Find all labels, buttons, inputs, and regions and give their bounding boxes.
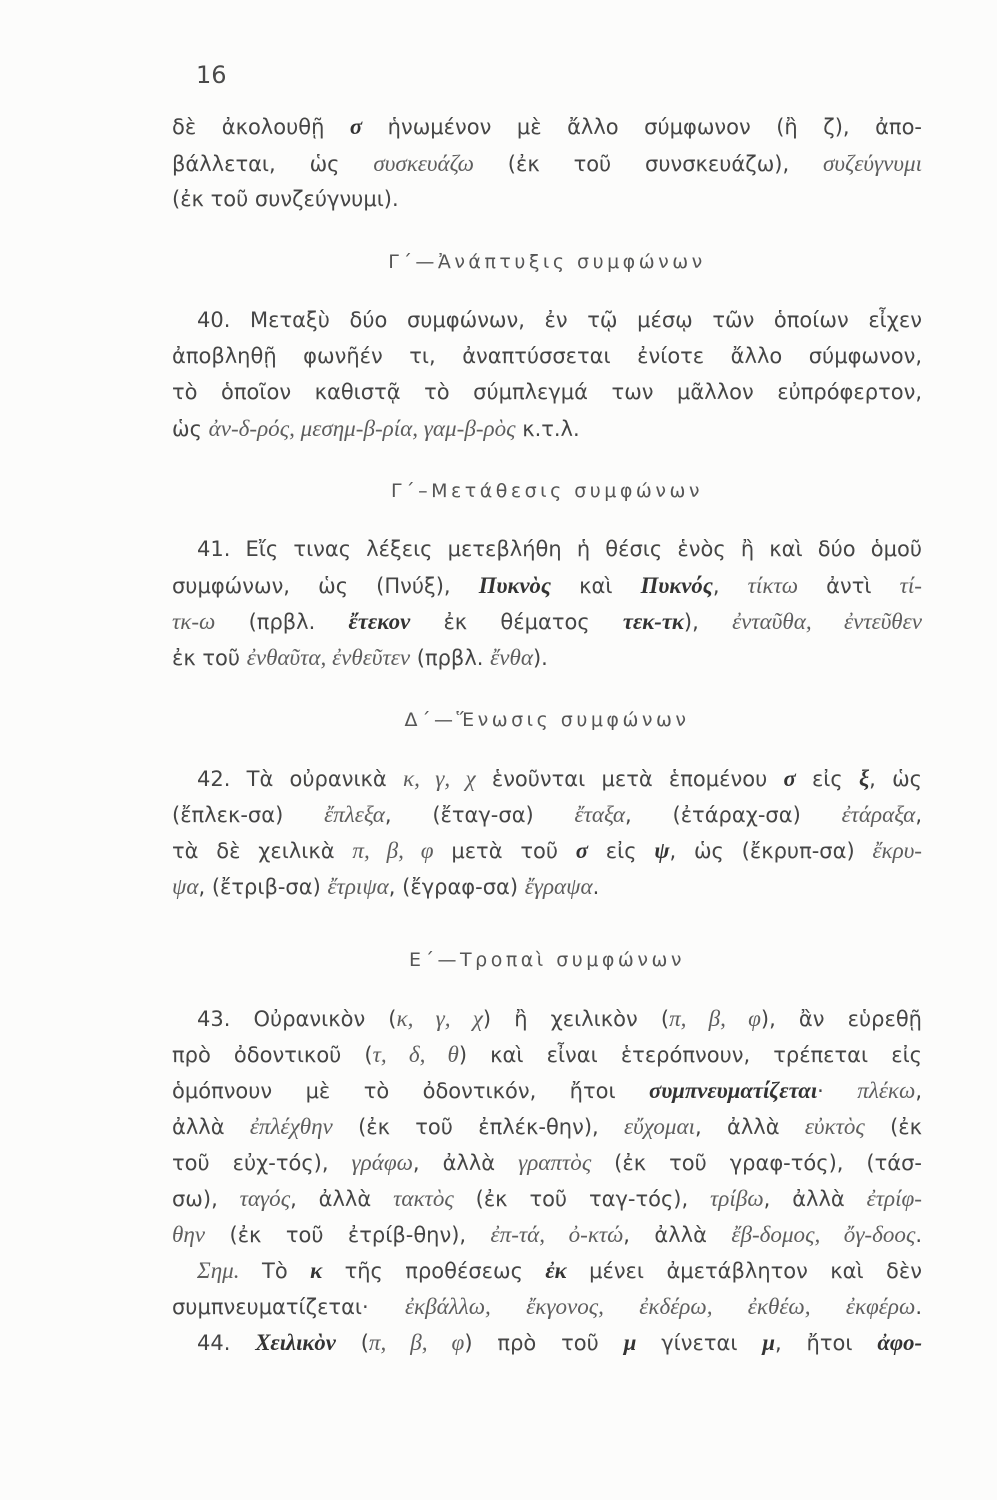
text-run: ἑνοῦνται μετὰ ἑπομένου — [475, 767, 784, 791]
italic-text: ἐνταῦθα, ἐντεῦθεν — [732, 608, 923, 634]
text-body — [172, 109, 922, 1360]
text-line — [172, 109, 922, 145]
italic-text: ἐκβάλλω, ἔκγονος, ἐκδέρω, ἐκθέω, ἐκφέρω — [404, 1293, 916, 1319]
bold-italic-text: μ — [623, 1330, 637, 1355]
italic-text: ἔνθα — [490, 644, 533, 670]
text-run: . — [915, 1223, 923, 1247]
paragraph — [172, 302, 922, 446]
text-run: δὲ ἀκολουθῇ — [172, 115, 350, 139]
text-line — [172, 1324, 922, 1360]
italic-text: ἔγραψα — [524, 873, 593, 899]
italic-text: π, β, φ — [669, 1005, 761, 1031]
text-run: . — [592, 875, 600, 899]
paragraph — [172, 1252, 922, 1324]
text-run: 44. — [197, 1331, 256, 1355]
text-run: ) ἢ χειλικὸν ( — [482, 1007, 670, 1031]
text-line — [172, 374, 922, 410]
text-run: εἰς — [588, 839, 655, 863]
text-line — [172, 302, 922, 338]
italic-text: εὔχομαι — [623, 1113, 696, 1139]
text-run: ἐκ θέματος — [410, 610, 623, 634]
italic-text: ἐπλέχθην — [249, 1113, 333, 1139]
text-run: ) πρὸ τοῦ — [464, 1331, 624, 1355]
section-heading: Δ΄—Ἕνωσις συμφώνων — [404, 709, 690, 731]
text-run: (ἔπλεκ-σα) — [172, 803, 325, 827]
text-run: , ἤτοι — [774, 1331, 878, 1355]
italic-text: γράφω — [351, 1149, 413, 1175]
bold-italic-text: μ — [762, 1330, 775, 1355]
text-run: ). — [532, 646, 548, 670]
italic-text: τρίβω — [710, 1185, 764, 1211]
italic-text: ψα — [172, 873, 199, 899]
italic-text: θην — [172, 1221, 206, 1247]
italic-text: ἐτρίφ- — [866, 1185, 922, 1211]
page-number: 16 — [196, 61, 227, 89]
text-run: . — [915, 1295, 922, 1319]
text-run: ὡς — [172, 417, 209, 441]
text-run: 40. Μεταξὺ δύο συμφώνων, ἐν τῷ μέσῳ τῶν ὁποίων εἶχεν — [197, 308, 922, 332]
text-run: τὰ δὲ χειλικὰ — [172, 839, 353, 863]
text-line — [172, 410, 922, 446]
text-run: (ἐκ τοῦ ταγ-τός), — [453, 1187, 711, 1211]
text-run: ἡνωμένον μὲ ἄλλο σύμφωνον (ἢ ζ), ἀπο- — [362, 115, 923, 139]
italic-text: τ, δ, θ — [372, 1041, 459, 1067]
italic-text: ἐπ-τά, ὀ-κτώ — [490, 1221, 624, 1247]
italic-text: κ, γ, χ — [396, 1005, 483, 1031]
italic-text: εὐκτὸς — [804, 1113, 865, 1139]
text-line — [172, 760, 922, 796]
text-run: , ὡς — [869, 767, 922, 791]
bold-italic-text: σ — [575, 838, 588, 863]
text-run: , ἀλλὰ — [763, 1187, 867, 1211]
text-run: · — [817, 1079, 858, 1103]
bold-italic-text: ἐκ — [545, 1258, 567, 1283]
paragraph — [172, 1000, 922, 1252]
text-line — [172, 639, 922, 675]
text-run: (ἐκ τοῦ συνζεύγνυμι). — [172, 187, 399, 211]
text-line — [172, 1000, 922, 1036]
text-line — [172, 1180, 922, 1216]
text-run: εἰς — [795, 767, 859, 791]
paragraph — [172, 760, 922, 904]
italic-text: τί- — [899, 572, 922, 598]
text-run: μετὰ τοῦ — [433, 839, 576, 863]
section-heading: Γ΄—Ἀνάπτυξις συμφώνων — [388, 251, 706, 273]
text-run: ὁμόπνουν μὲ τὸ ὀδοντικόν, ἤτοι — [172, 1079, 649, 1103]
italic-text: κ, γ, χ — [403, 765, 476, 791]
text-run: , ἀλλὰ — [412, 1151, 519, 1175]
text-run: , ὡς (ἔκρυπ-σα) — [669, 839, 873, 863]
text-run: ἀλλὰ — [172, 1115, 250, 1139]
text-line — [172, 531, 922, 567]
text-run: ἐκ τοῦ — [172, 646, 247, 670]
text-run: ( — [335, 1331, 369, 1355]
text-run: ), — [683, 610, 733, 634]
bold-italic-text: Πυκνὸς — [478, 573, 551, 598]
text-run: , — [712, 574, 748, 598]
bold-italic-text: τεκ-τκ — [622, 609, 684, 634]
italic-text: τίκτω — [747, 572, 799, 598]
text-run: (ἐκ τοῦ ἐτρίβ-θην), — [205, 1223, 491, 1247]
section-heading: Ε΄—Τροπαὶ συμφώνων — [409, 949, 685, 971]
text-line — [172, 338, 922, 374]
text-line — [172, 1036, 922, 1072]
text-run: τὸ ὁποῖον καθιστᾷ τὸ σύμπλεγμά των μᾶλλον εὐπρόφερτον, — [172, 380, 922, 404]
text-run: , ἀλλὰ — [290, 1187, 394, 1211]
text-line — [172, 1072, 922, 1108]
text-run: 41. Εἴς τινας λέξεις μετεβλήθη ἡ θέσις ἑνὸς ἢ καὶ δύο ὁμοῦ — [197, 537, 922, 561]
text-line — [172, 1216, 922, 1252]
italic-text: ἔτριψα — [327, 873, 389, 899]
italic-text: ἐτάραξα — [841, 801, 916, 827]
bold-italic-text: ξ — [858, 766, 870, 791]
italic-text: ταγός — [239, 1185, 291, 1211]
text-run: κ.τ.λ. — [515, 417, 580, 441]
section-heading: Γ΄–Μετάθεσις συμφώνων — [391, 480, 703, 502]
text-run: τοῦ εὐχ-τός), — [172, 1151, 352, 1175]
text-run: συμφώνων, ὡς (Πνύξ), — [172, 574, 479, 598]
text-run: , (ἔταγ-σα) — [384, 803, 575, 827]
text-run: πρὸ ὀδοντικοῦ ( — [172, 1043, 373, 1067]
text-line — [172, 567, 922, 603]
text-line — [172, 1108, 922, 1144]
text-run: , (ἐτάραχ-σα) — [625, 803, 842, 827]
bold-italic-text: σ — [783, 766, 796, 791]
paragraph — [172, 531, 922, 675]
text-run: (πρβλ. — [215, 610, 349, 634]
text-run: 43. Οὐρανικὸν ( — [197, 1007, 397, 1031]
text-run: 42. Τὰ οὐρανικὰ — [197, 767, 404, 791]
text-run: , (ἔτριβ-σα) — [198, 875, 328, 899]
italic-text: ἐνθαῦτα, ἐνθεῦτεν — [246, 644, 411, 670]
bold-italic-text: κ — [310, 1258, 323, 1283]
italic-text: πλέκω — [857, 1077, 916, 1103]
bold-italic-text: Πυκνός — [640, 573, 713, 598]
text-line — [172, 832, 922, 868]
bold-italic-text: συμπνευματίζεται — [648, 1078, 818, 1103]
text-line — [172, 1252, 922, 1288]
text-run: ) καὶ εἶναι ἑτερόπνουν, τρέπεται εἰς — [458, 1043, 922, 1067]
text-run: (ἐκ τοῦ ἐπλέκ-θην), — [332, 1115, 624, 1139]
text-line — [172, 603, 922, 639]
text-run: , — [915, 1079, 922, 1103]
text-run: τῆς προθέσεως — [322, 1259, 546, 1283]
text-run: ἀντὶ — [798, 574, 900, 598]
text-run: , — [915, 803, 922, 827]
italic-text: π, β, φ — [368, 1329, 465, 1355]
bold-italic-text: ψ — [654, 838, 670, 863]
italic-text: ἔπλεξα — [324, 801, 385, 827]
text-run: ), ἂν εὑρεθῇ — [760, 1007, 922, 1031]
text-line — [172, 145, 922, 181]
text-line — [172, 181, 922, 217]
text-run: γίνεται — [636, 1331, 763, 1355]
bold-italic-text: σ — [349, 114, 363, 139]
text-line — [172, 1288, 922, 1324]
text-line — [172, 796, 922, 832]
text-run: , ἀλλὰ — [623, 1223, 732, 1247]
italic-text: ἔκρυ- — [872, 837, 922, 863]
italic-text: τκ-ω — [172, 608, 216, 634]
text-run: σω), — [172, 1187, 240, 1211]
text-run: , (ἔγραφ-σα) — [388, 875, 525, 899]
italic-text: συσκευάζω — [373, 150, 474, 176]
text-line — [172, 1144, 922, 1180]
italic-text: ἔβ-δομος, ὄγ-δοος — [731, 1221, 916, 1247]
text-run: (ἐκ τοῦ συνσκευάζω), — [473, 152, 823, 176]
italic-text: ἔταξα — [574, 801, 626, 827]
text-run: (ἐκ τοῦ γραφ-τός), (τάσ- — [591, 1151, 922, 1175]
text-run: (ἐκ — [864, 1115, 922, 1139]
bold-italic-text: Χειλικὸν — [255, 1330, 336, 1355]
bold-italic-text: ἔτεκον — [348, 609, 411, 634]
italic-text: π, β, φ — [352, 837, 434, 863]
text-run: (πρβλ. — [410, 646, 491, 670]
text-run: μένει ἀμετάβλητον καὶ δὲν — [566, 1259, 922, 1283]
italic-text: τακτὸς — [393, 1185, 454, 1211]
bold-italic-text: ἀφο- — [877, 1330, 923, 1355]
text-run: καὶ — [551, 574, 641, 598]
text-line — [172, 868, 922, 904]
text-run: Τὸ — [239, 1259, 311, 1283]
italic-text: συζεύγνυμι — [823, 150, 922, 176]
italic-text: ἀν-δ-ρός, μεσημ-β-ρία, γαμ-β-ρὸς — [208, 415, 516, 441]
text-run: , ἀλλὰ — [695, 1115, 805, 1139]
text-run: ἀποβληθῇ φωνῆέν τι, ἀναπτύσσεται ἐνίοτε ἄλλο σύμφωνον, — [172, 344, 922, 368]
paragraph-continued — [172, 109, 922, 217]
italic-text: Σημ. — [197, 1257, 240, 1283]
text-run: βάλλεται, ὡς — [172, 152, 374, 176]
text-run: συμπνευματίζεται· — [172, 1295, 405, 1319]
paragraph — [172, 1324, 922, 1360]
italic-text: γραπτὸς — [518, 1149, 592, 1175]
